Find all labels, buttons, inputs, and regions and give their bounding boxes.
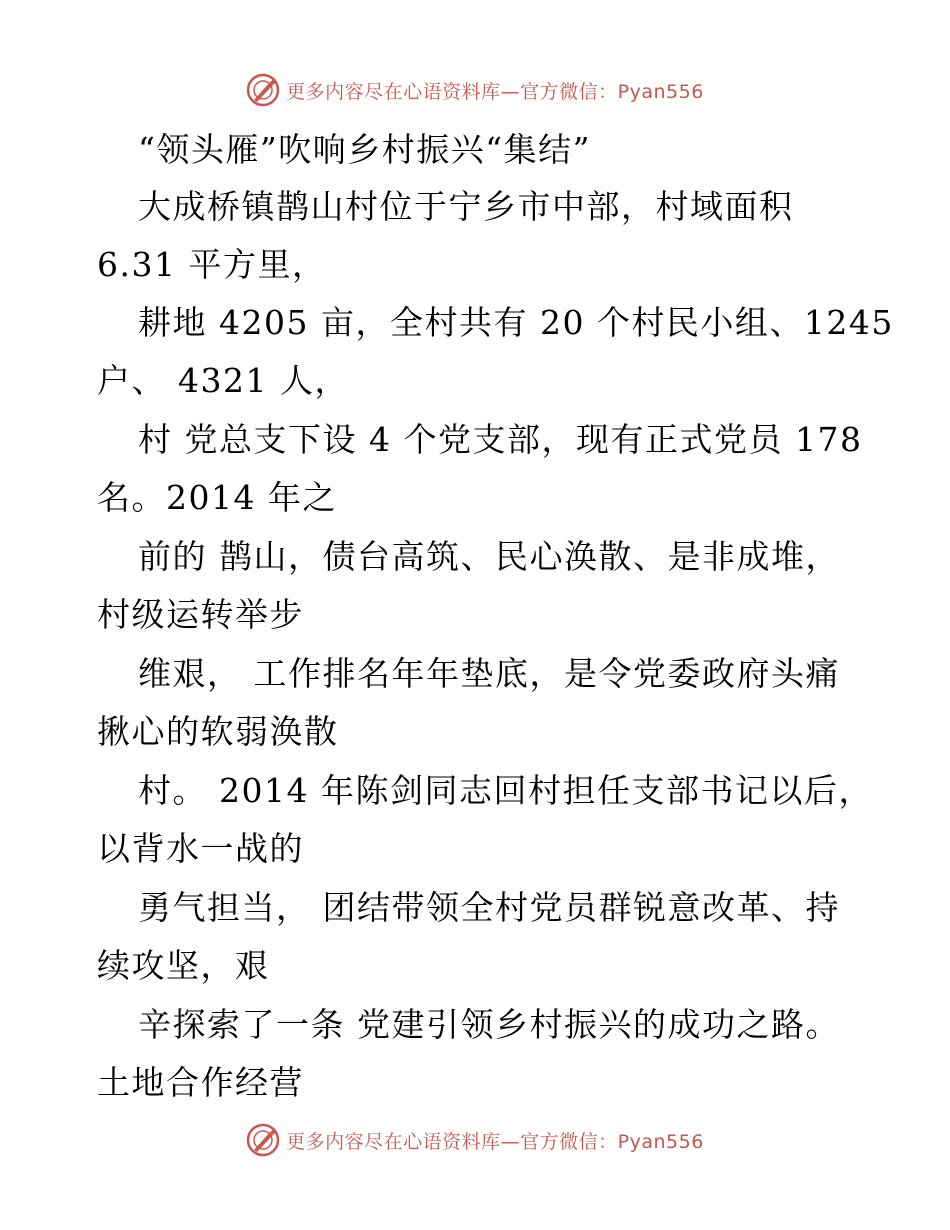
logo-icon	[246, 1123, 280, 1157]
footer-watermark-banner	[0, 1120, 950, 1160]
text-line: 户、 4321 人，	[97, 361, 349, 400]
text-line: 揪心的软弱涣散	[97, 712, 339, 751]
text-line: 名。2014 年之	[97, 478, 337, 517]
watermark-text: 更多内容尽在心语资料库—官方微信：Pyan556	[286, 80, 704, 103]
text-line: 勇气担当， 团结带领全村党员群锐意改革、持	[138, 888, 840, 927]
text-line: 以背水一战的	[97, 829, 304, 868]
document-title: “领头雁”吹响乡村振兴“集结”	[138, 130, 591, 169]
text-line: 6.31 平方里，	[97, 245, 327, 284]
watermark-text: 更多内容尽在心语资料库—官方微信：Pyan556	[286, 1130, 704, 1153]
text-line: 前的 鹊山，债台高筑、民心涣散、是非成堆，	[138, 537, 840, 576]
text-line: 维艰， 工作排名年年垫底，是令党委政府头痛	[138, 654, 840, 693]
text-line: 续攻坚，艰	[97, 946, 270, 985]
text-line: 大成桥镇鹊山村位于宁乡市中部，村域面积	[138, 187, 794, 226]
text-line: 村 党总支下设 4 个党支部，现有正式党员 178	[138, 420, 863, 459]
text-line: 辛探索了一条 党建引领乡村振兴的成功之路。	[138, 1005, 840, 1044]
text-line: 耕地 4205 亩，全村共有 20 个村民小组、1245	[138, 303, 894, 342]
text-line: 村级运转举步	[97, 595, 304, 634]
text-line: 村。 2014 年陈剑同志回村担任支部书记以后，	[138, 771, 873, 810]
text-line: 土地合作经营	[97, 1063, 304, 1102]
